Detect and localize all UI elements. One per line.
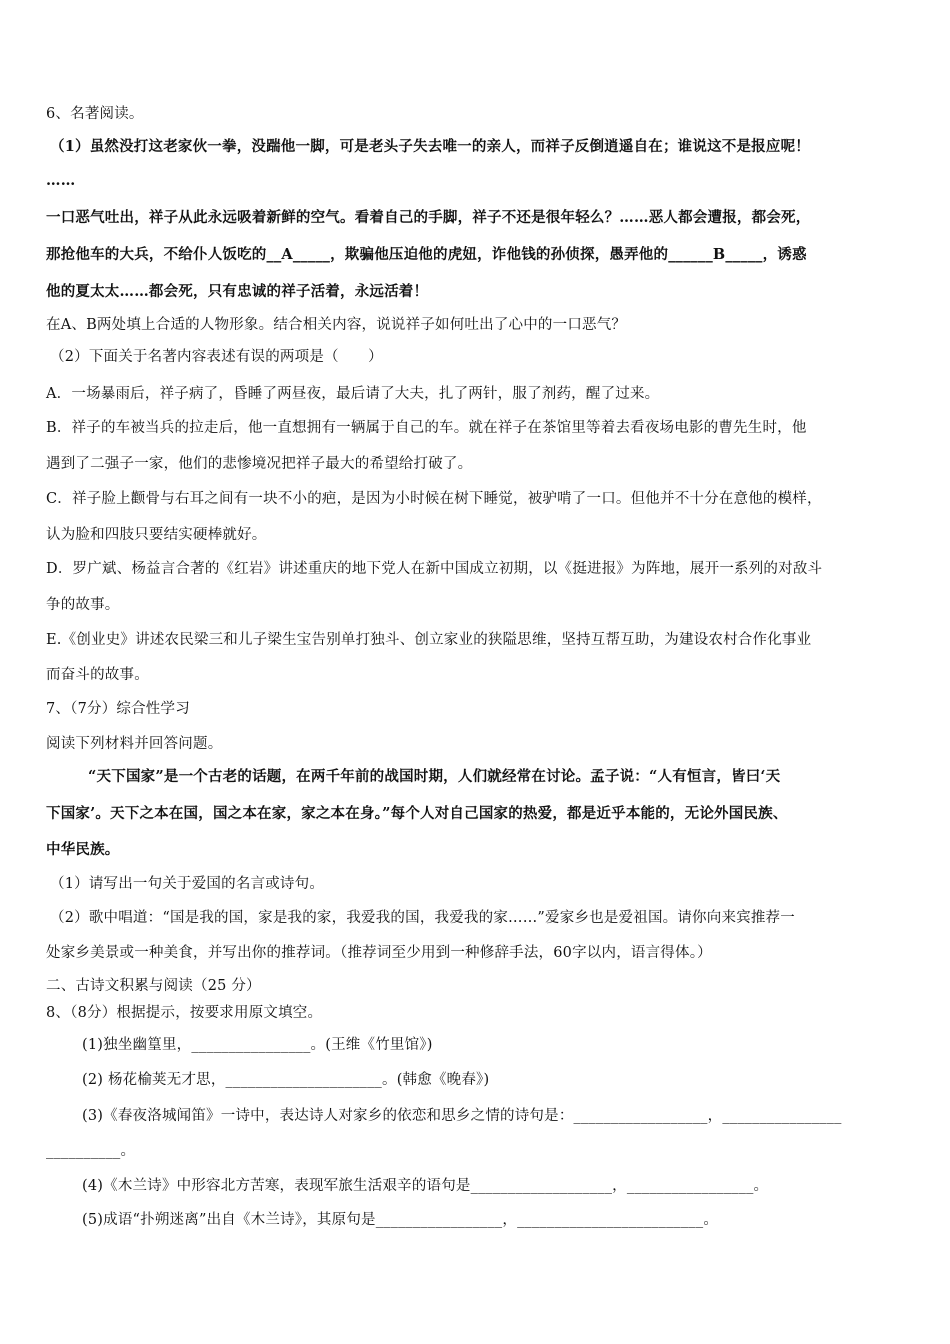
q7-sub2-line1: （2）歌中唱道：“国是我的国，家是我的家，我爱我的国，我爱我的家……”爱家乡也是爱祖国。请你向来宾推荐一: [50, 910, 795, 926]
q6-ellipsis: ……: [46, 172, 76, 189]
q6-part2: （2）下面关于名著内容表述有误的两项是（ ）: [50, 349, 383, 365]
q8-title: 8、（8分）根据提示，按要求用原文填空。: [46, 1005, 323, 1021]
q6-option-b-line2: 遇到了二强子一家，他们的悲惨境况把祥子最大的希望给打破了。: [46, 456, 473, 472]
q8-item5: (5)成语“扑朔迷离”出自《木兰诗》，其原句是_________________，_________________________。: [82, 1212, 719, 1228]
q6-option-e-line2: 而奋斗的故事。: [46, 667, 149, 683]
q6-paragraph-line1: 一口恶气吐出，祥子从此永远吸着新鲜的空气。看着自己的手脚，祥子不还是很年轻么？……恶人都会遭报，都会死，: [46, 209, 811, 226]
q7-passage-line2: 下国家’。天下之本在国，国之本在家，家之本在身。”每个人对自己国家的热爱，都是近乎本能的，无论外国民族、: [46, 805, 788, 822]
q6-question1: 在A、B两处填上合适的人物形象。结合相关内容，说说祥子如何吐出了心中的一口恶气？: [46, 317, 627, 333]
q7-passage-line3: 中华民族。: [46, 841, 120, 858]
q8-item3-line2: __________。: [46, 1143, 136, 1159]
q6-option-c-line1: C．祥子脸上颧骨与右耳之间有一块不小的疤，是因为小时候在树下睡觉，被驴啃了一口。但他并不十分在意他的模样，: [46, 491, 822, 507]
q6-paragraph-line3: 他的夏太太……都会死，只有忠诚的祥子活着，永远活着！: [46, 283, 429, 300]
q6-option-b-line1: B．祥子的车被当兵的拉走后，他一直想拥有一辆属于自己的车。就在祥子在茶馆里等着去看夜场电影的曹先生时，他: [46, 420, 807, 436]
q6-option-a: A．一场暴雨后，祥子病了，昏睡了两昼夜，最后请了大夫，扎了两针，服了剂药，醒了过来。: [46, 386, 660, 402]
q6-part1-line1: （1）虽然没打这老家伙一拳，没踹他一脚，可是老头子失去唯一的亲人，而祥子反倒逍遥自在；谁说这不是报应呢！: [50, 138, 810, 155]
q6-option-e-line1: E.《创业史》讲述农民梁三和儿子梁生宝告别单打独斗、创立家业的狭隘思维，坚持互帮互助，为建设农村合作化事业: [46, 632, 812, 648]
q6-option-d-line2: 争的故事。: [46, 597, 120, 613]
q8-item4: (4)《木兰诗》中形容北方苦寒，表现军旅生活艰辛的语句是___________________，_________________。: [82, 1178, 769, 1194]
q8-item3-line1: (3)《春夜洛城闻笛》一诗中，表达诗人对家乡的依恋和思乡之情的诗句是：__________________，________________: [82, 1108, 842, 1124]
q6-option-c-line2: 认为脸和四肢只要结实硬棒就好。: [46, 527, 267, 543]
q7-instruction: 阅读下列材料并回答问题。: [46, 736, 223, 752]
section2-heading: 二、古诗文积累与阅读（25 分）: [46, 978, 261, 994]
q6-option-d-line1: D．罗广斌、杨益言合著的《红岩》讲述重庆的地下党人在新中国成立初期，以《挺进报》为阵地，展开一系列的对敌斗: [46, 561, 823, 577]
q7-passage-line1: “天下国家”是一个古老的话题，在两千年前的战国时期，人们就经常在讨论。孟子说：“人有恒言，皆曰‘天: [88, 768, 781, 785]
q7-sub1: （1）请写出一句关于爱国的名言或诗句。: [50, 876, 325, 892]
q8-item2: (2) 杨花榆荚无才思，_____________________。(韩愈《晚春》): [82, 1072, 490, 1088]
q6-title: 6、名著阅读。: [46, 106, 144, 122]
q7-sub2-line2: 处家乡美景或一种美食，并写出你的推荐词。（推荐词至少用到一种修辞手法，60字以内，语言得体。）: [46, 945, 712, 961]
q8-item1: (1)独坐幽篁里，________________。(王维《竹里馆》): [82, 1037, 433, 1053]
q6-paragraph-line2: 那抢他车的大兵，不给仆人饭吃的__A_____，欺骗他压迫他的虎妞，诈他钱的孙侦探，愚弄他的______B_____，诱惑: [46, 246, 807, 263]
q7-title: 7、（7分）综合性学习: [46, 701, 190, 717]
